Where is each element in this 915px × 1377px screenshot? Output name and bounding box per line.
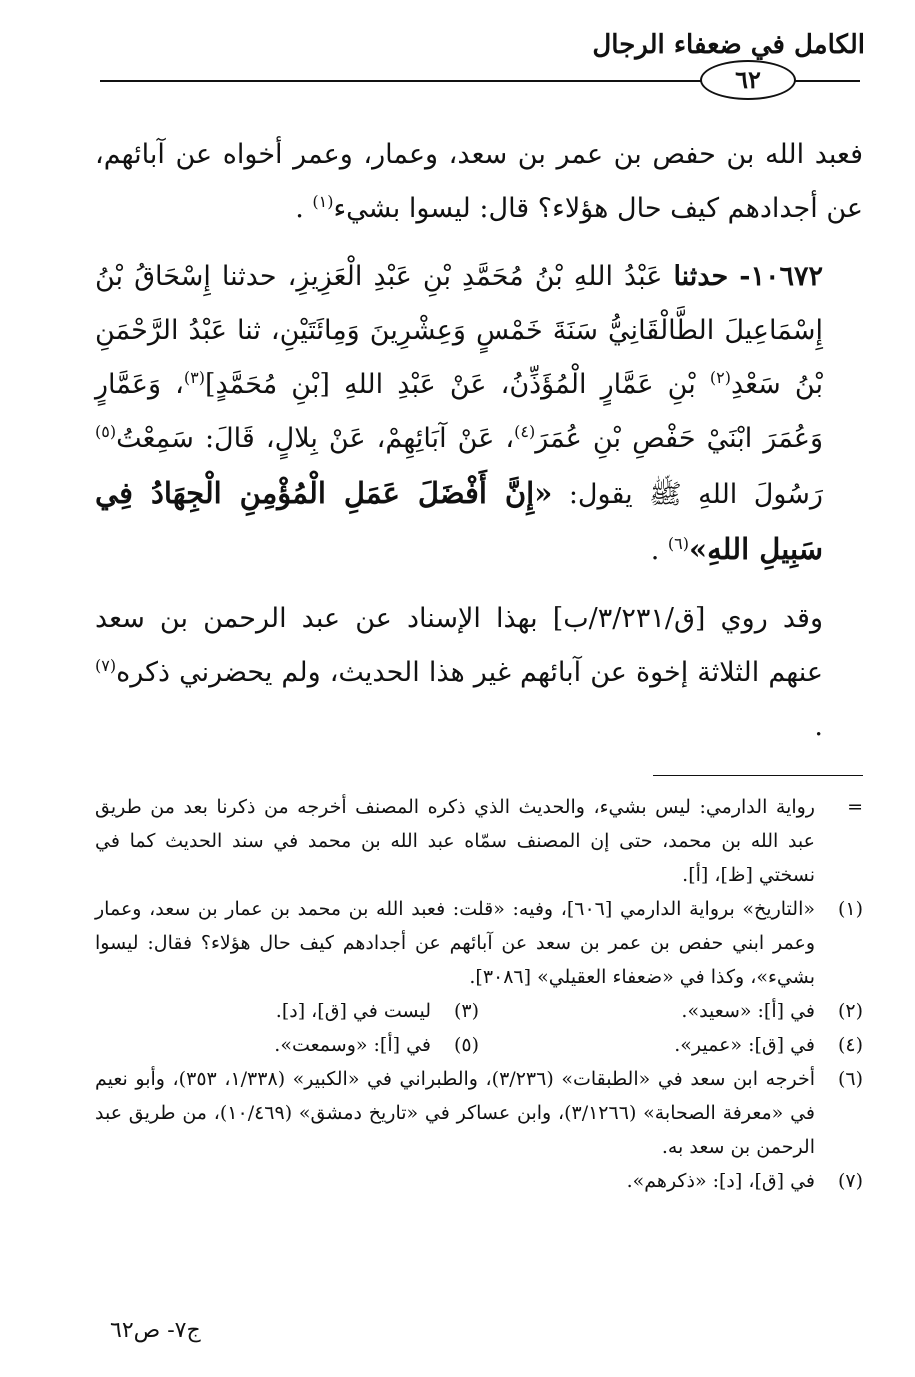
footnote-separator [653, 775, 863, 776]
footnote-text: في [ق]: «عمير». [674, 1034, 815, 1056]
volume-page-label: ج٧- ص٦٢ [110, 1318, 201, 1343]
haddathana: حدثنا [673, 261, 729, 292]
footnote-4 [479, 1028, 863, 1062]
footnote-row-4-5 [95, 1028, 863, 1062]
p1-line1: فعبد الله بن حفص بن عمر بن سعد، وعمار، وعمر أخواه عن آبائهم، عن [95, 139, 863, 224]
hadith-text: «إِنَّ أَفْضَلَ عَمَلِ الْمُؤْمِنِ الْجِهَادُ فِي سَبِيلِ اللهِ» [95, 476, 823, 566]
footnote-ref-4: (٤) [514, 422, 536, 441]
paragraph-3: وقد روي [ق/٣/٢٣١/ب] بهذا الإسناد عن عبد الرحمن بن سعد عنهم الثلاثة إخوة عن آبائهم غير هذا الحديث، ولم يحضرني ذكره$^{(٧)}$ . [95, 603, 823, 742]
footnote-marker: (٣) [453, 1000, 479, 1022]
footnote-6 [95, 1062, 863, 1164]
footnote-text: أخرجه ابن سعد في «الطبقات» (٣/٢٣٦)، والطبراني في «الكبير» (١/٣٣٨، ٣٥٣)، وأبو نعيم في «معرفة الصحابة» (٣/١٢٦٦)، وابن عساكر في «تاريخ دمشق» (١٠/٤٦٩)، من طريق عبد الرحمن بن سعد به. [95, 1068, 816, 1158]
footnote-text: ليست في [ق]، [د]. [275, 1000, 431, 1022]
main-text [95, 128, 863, 754]
footnote-marker: (٤) [837, 1034, 863, 1056]
p1-line2: أجدادهم كيف حال هؤلاء؟ قال: ليسوا بشيء [333, 193, 818, 224]
footnote-ref-5: (٥) [95, 422, 117, 441]
footnote-text: في [أ]: «وسمعت». [274, 1034, 431, 1056]
footnote-ref-1: (١) [312, 192, 334, 211]
footnote-marker: (٥) [453, 1034, 479, 1056]
footnote-3 [95, 994, 479, 1028]
footnote-2 [479, 994, 863, 1028]
paragraph-1: فعبد الله بن حفص بن عمر بن سعد، وعمار، وعمر أخواه عن آبائهم، عن أجدادهم كيف حال هؤلاء؟ قال: ليسوا بشيء$^{(١)}$ . [95, 139, 863, 224]
isnad-a: عَبْدُ اللهِ بْنُ مُحَمَّدِ بْنِ عَبْدِ الْعَزِيزِ، حدثنا إِسْحَاقُ بْنُ إِسْمَاعِيلَ الطَّالْقَانِيُّ سَنَةَ خَمْسٍ وَعِشْرِينَ وَمِائَتَيْنِ، ثنا عَبْدُ الرَّحْمَنِ بْنُ سَعْدِ [95, 261, 823, 400]
footnote-text: في [ق]، [د]: «ذكرهم». [626, 1170, 815, 1192]
page-number-badge: ٦٢ [700, 60, 796, 100]
footnote-row-2-3 [95, 994, 863, 1028]
isnad-d: ، عَنْ آبَائِهِمْ، عَنْ بِلالٍ، قَالَ: سَمِعْتُ [116, 423, 515, 454]
footnote-marker: (١) [837, 898, 863, 920]
footnote-marker: (٧) [837, 1170, 863, 1192]
footnote-ref-7: (٧) [95, 656, 117, 675]
footnote-1 [95, 892, 863, 994]
footnote-marker: (٦) [837, 1068, 863, 1090]
footnote-ref-6: (٦) [667, 534, 689, 553]
footnote-7 [95, 1164, 863, 1198]
footnote-5 [95, 1028, 479, 1062]
footnote-text: «التاريخ» برواية الدارمي [٦٠٦]، وفيه: «قلت: فعبد الله بن محمد بن عمار بن سعد، وعمار وعمر ابني حفص بن عمر بن سعد عن آبائهم عن أجدادهم كيف حال هؤلاء؟ فقال: ليسوا بشيء»، وكذا في «ضعفاء العقيلي» [٣٠٨٦]. [95, 898, 815, 988]
footnote-continuation [95, 790, 863, 892]
running-title: الكامل في ضعفاء الرجال [592, 30, 865, 60]
footnote-ref-2: (٢) [709, 368, 731, 387]
footnote-text: رواية الدارمي: ليس بشيء، والحديث الذي ذكره المصنف أخرجه من ذكرنا بعد من طريق عبد الله بن محمد، حتى إن المصنف سمّاه عبد الله بن محمد في سند الحديث كما في نسختي [ظ]، [أ]. [95, 796, 815, 886]
footnote-marker: = [847, 796, 863, 818]
footnote-ref-3: (٣) [183, 368, 205, 387]
footnote-text: في [أ]: «سعيد». [681, 1000, 815, 1022]
isnad-c: ، وَعَمَّارٍ وَعُمَرَ ابْنَيْ حَفْصِ بْنِ عُمَرَ [95, 369, 824, 454]
footnotes [95, 790, 863, 1198]
hadith-number: ١٠٦٧٢- [739, 261, 823, 292]
isnad-e: رَسُولَ اللهِ ﷺ يقول: [568, 479, 823, 510]
footnote-marker: (٢) [837, 1000, 863, 1022]
paragraph-2: ١٠٦٧٢- حدثنا عَبْدُ اللهِ بْنُ مُحَمَّدِ بْنِ عَبْدِ الْعَزِيزِ، حدثنا إِسْحَاقُ بْنُ إِسْمَاعِيلَ الطَّالْقَانِيُّ سَنَةَ خَمْسٍ وَعِشْرِينَ وَمِائَتَيْنِ، ثنا عَبْدُ الرَّحْمَنِ بْنُ سَعْدِ$^{(٢)}$ بْنِ عَمَّارٍ الْمُؤَذِّنُ، عَنْ عَبْدِ اللهِ [بْنِ مُحَمَّدٍ]$^{(٣)}$، وَعَمَّارٍ وَعُمَرَ ابْنَيْ حَفْصِ بْنِ عُمَرَ$^{(٤)}$، عَنْ آبَائِهِمْ، عَنْ بِلالٍ، قَالَ: سَمِعْتُ$^{(٥)}$ رَسُولَ اللهِ ﷺ يقول: «إِنَّ أَفْضَلَ عَمَلِ الْمُؤْمِنِ الْجِهَادُ فِي سَبِيلِ اللهِ»$^{(٦)}$ . [95, 261, 824, 566]
p3-text: وقد روي [ق/٣/٢٣١/ب] بهذا الإسناد عن عبد الرحمن بن سعد عنهم الثلاثة إخوة عن آبائهم غير هذا الحديث، ولم يحضرني ذكره [95, 603, 823, 688]
isnad-b: بْنِ عَمَّارٍ الْمُؤَذِّنُ، عَنْ عَبْدِ اللهِ [بْنِ مُحَمَّدٍ] [204, 369, 710, 400]
